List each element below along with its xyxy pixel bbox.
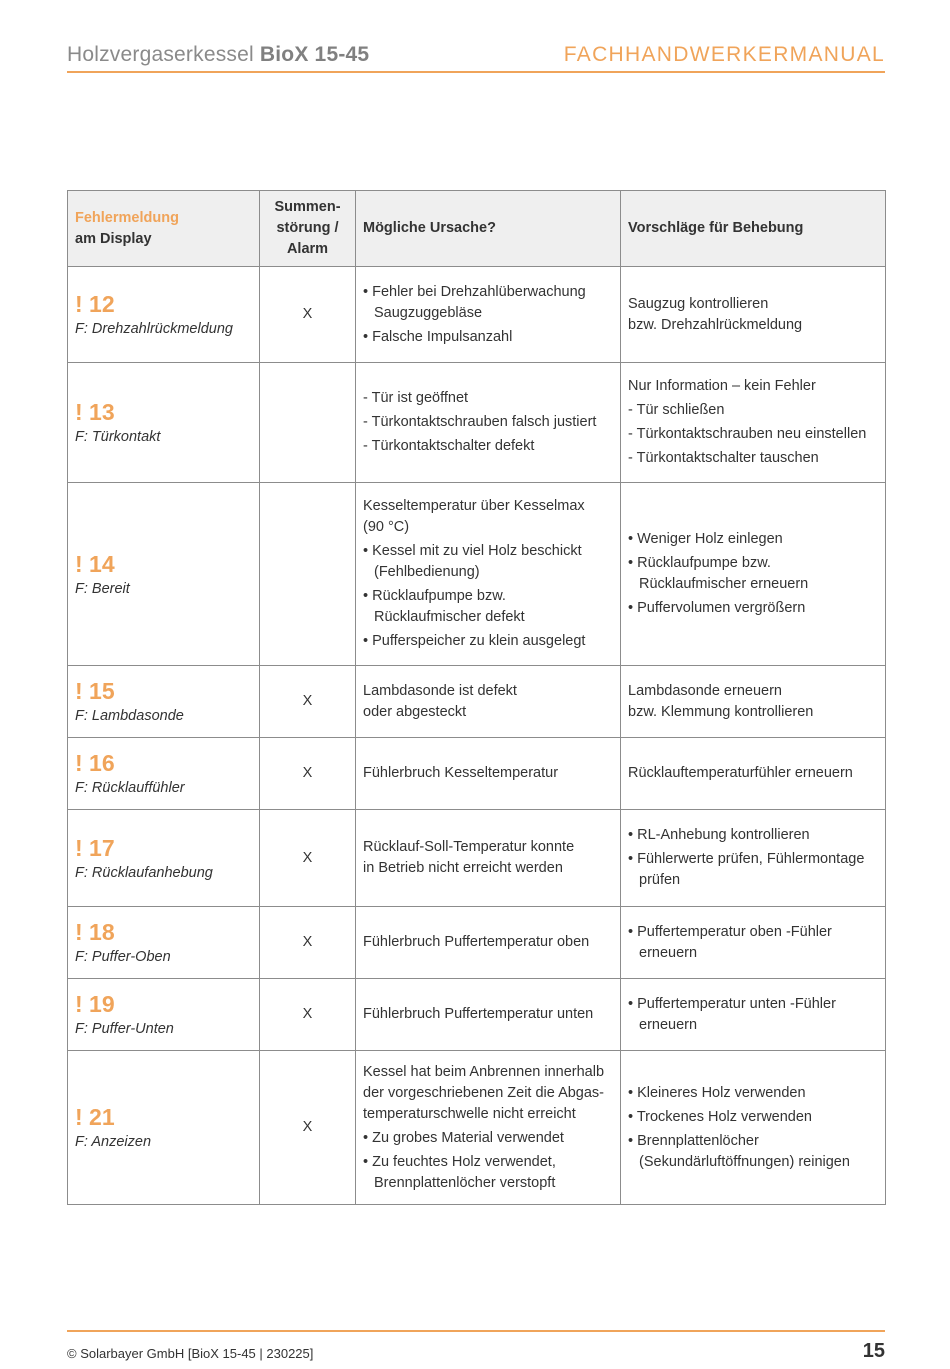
document-title-product: BioX 15-45 (259, 43, 370, 66)
header-cause: Mögliche Ursache? (356, 191, 621, 267)
cause-cell (356, 666, 621, 738)
header-fix: Vorschläge für Behebung (621, 191, 886, 267)
document-title (67, 43, 369, 67)
table-row (68, 1051, 886, 1205)
cause-item: Rücklauf-Soll-Temperatur konnte (363, 839, 575, 855)
header-alarm-line2: störung / (276, 220, 339, 236)
fix-cell (621, 666, 886, 738)
cause-cell (356, 738, 621, 810)
alarm-cell (260, 483, 356, 666)
cause-item: • Fehler bei Drehzahlüberwachung Saugzuggebläse (363, 283, 586, 321)
fix-item: - Türkontaktschalter tauschen (628, 450, 819, 466)
error-message-cell (68, 1051, 260, 1205)
page-number: 15 (862, 1340, 885, 1362)
alarm-cell: X (260, 267, 356, 363)
cause-item: Fühlerbruch Puffertemperatur oben (363, 934, 590, 950)
table-row (68, 907, 886, 979)
table-row (68, 738, 886, 810)
error-message-cell (68, 738, 260, 810)
alarm-cell (260, 363, 356, 483)
error-name: F: Bereit (75, 580, 130, 597)
fix-item: • RL-Anhebung kontrollieren (628, 827, 810, 843)
table-row (68, 666, 886, 738)
fix-item: • Trockenes Holz verwenden (628, 1108, 812, 1125)
cause-item: - Tür ist geöffnet (363, 390, 469, 406)
cause-cell (356, 1051, 621, 1205)
table-body (68, 267, 886, 1205)
error-name: F: Rücklauffühler (75, 780, 185, 796)
table-row (68, 267, 886, 363)
fix-item: • Rücklaufpumpe bzw. Rücklaufmischer erneuern (628, 555, 809, 592)
fix-item: • Kleineres Holz verwenden (628, 1084, 806, 1101)
fix-item: - Tür schließen (628, 402, 725, 418)
cause-item: • Rücklaufpumpe bzw. Rücklaufmischer defekt (363, 588, 525, 625)
fix-cell (621, 979, 886, 1051)
alarm-cell: X (260, 738, 356, 810)
fix-item: • Weniger Holz einlegen (628, 531, 783, 547)
header-alarm-line3: Alarm (286, 241, 329, 257)
cause-cell (356, 483, 621, 666)
error-message-cell (68, 267, 260, 363)
fix-item: Lambdasonde erneuern (628, 682, 782, 699)
cause-cell (356, 907, 621, 979)
cause-intro-line: der vorgeschriebenen Zeit die Abgas- (363, 1084, 605, 1101)
error-message-cell (68, 979, 260, 1051)
error-message-cell (68, 907, 260, 979)
fix-item: Nur Information – kein Fehler (628, 378, 816, 394)
cause-intro-line: (90 °C) (363, 519, 410, 535)
fix-item: bzw. Drehzahlrückmeldung (628, 316, 803, 333)
table-row (68, 483, 886, 666)
fix-cell (621, 907, 886, 979)
table-header-row (68, 191, 886, 267)
cause-item: Fühlerbruch Kesseltemperatur (363, 765, 559, 781)
error-code: ! 16 (75, 750, 115, 776)
error-code: ! 17 (75, 834, 115, 861)
error-message-cell (68, 810, 260, 907)
fix-cell (621, 483, 886, 666)
fix-item: Saugzug kontrollieren (628, 295, 769, 312)
fix-cell (621, 738, 886, 810)
error-message-cell (68, 666, 260, 738)
alarm-cell: X (260, 666, 356, 738)
error-name: F: Puffer-Oben (75, 949, 171, 965)
page-header (67, 40, 885, 73)
header-alarm (260, 191, 356, 267)
header-alarm-line1: Summen- (274, 199, 341, 215)
copyright: © Solarbayer GmbH [BioX 15-45 | 230225] (67, 1346, 314, 1361)
error-name: F: Puffer-Unten (75, 1021, 174, 1037)
fix-item: • Puffervolumen vergrößern (628, 600, 806, 616)
cause-intro-line: temperaturschwelle nicht erreicht (363, 1105, 576, 1122)
fix-item: • Brennplattenlöcher (Sekundärluftöffnungen) reinigen (628, 1132, 850, 1170)
error-name: F: Türkontakt (75, 429, 161, 445)
fix-item: • Puffertemperatur oben -Fühler erneuern (628, 923, 832, 961)
cause-item: • Zu feuchtes Holz verwendet, Brennplattenlöcher verstopft (363, 1153, 556, 1191)
manual-label: FACHHANDWERKERMANUAL (563, 43, 885, 66)
table-row (68, 979, 886, 1051)
fix-item: • Puffertemperatur unten -Fühler erneuern (628, 995, 836, 1033)
error-code: ! 13 (75, 399, 115, 425)
cause-item: Fühlerbruch Puffertemperatur unten (363, 1006, 594, 1022)
header-error-message (68, 191, 260, 267)
cause-item: - Türkontaktschalter defekt (363, 438, 535, 454)
error-message-cell (68, 483, 260, 666)
cause-item: • Zu grobes Material verwendet (363, 1129, 564, 1146)
cause-item: • Pufferspeicher zu klein ausgelegt (363, 633, 586, 649)
fix-item: Rücklauftemperaturfühler erneuern (628, 765, 853, 781)
error-code: ! 18 (75, 919, 115, 945)
error-name: F: Anzeizen (75, 1134, 152, 1150)
table-row (68, 810, 886, 907)
cause-item: oder abgesteckt (363, 703, 467, 720)
cause-cell (356, 810, 621, 907)
cause-intro-line: Kessel hat beim Anbrennen innerhalb (363, 1063, 605, 1080)
fix-item: • Fühlerwerte prüfen, Fühlermontage prüfen (628, 851, 865, 888)
alarm-cell: X (260, 1051, 356, 1205)
fix-item: bzw. Klemmung kontrollieren (628, 703, 814, 720)
error-name: F: Lambdasonde (75, 708, 184, 724)
cause-item: Lambdasonde ist defekt (363, 682, 517, 699)
table-row (68, 363, 886, 483)
error-code: ! 21 (75, 1104, 115, 1130)
error-message-cell (68, 363, 260, 483)
fix-cell (621, 810, 886, 907)
cause-item: - Türkontaktschrauben falsch justiert (363, 414, 597, 430)
error-code: ! 15 (75, 678, 115, 704)
header-error-message-line1: Fehlermeldung (75, 209, 179, 226)
page-footer (67, 1330, 885, 1366)
fix-cell (621, 363, 886, 483)
error-code: ! 12 (75, 291, 115, 317)
cause-cell (356, 363, 621, 483)
error-name: F: Rücklaufanhebung (75, 864, 213, 881)
document-title-prefix: Holzvergaserkessel (67, 43, 254, 66)
fix-item: - Türkontaktschrauben neu einstellen (628, 426, 867, 442)
cause-intro-line: Kesseltemperatur über Kesselmax (363, 498, 585, 514)
error-table (67, 190, 886, 1205)
header-error-message-line2: am Display (75, 230, 152, 247)
alarm-cell: X (260, 979, 356, 1051)
fix-cell (621, 1051, 886, 1205)
alarm-cell: X (260, 810, 356, 907)
alarm-cell: X (260, 907, 356, 979)
cause-cell (356, 267, 621, 363)
cause-cell (356, 979, 621, 1051)
error-code: ! 14 (75, 550, 115, 577)
error-code: ! 19 (75, 991, 115, 1017)
cause-item: • Falsche Impulsanzahl (363, 328, 513, 345)
error-name: F: Drehzahlrückmeldung (75, 321, 233, 337)
cause-item: in Betrieb nicht erreicht werden (363, 860, 563, 876)
cause-item: • Kessel mit zu viel Holz beschickt (Fehlbedienung) (363, 543, 582, 580)
fix-cell (621, 267, 886, 363)
